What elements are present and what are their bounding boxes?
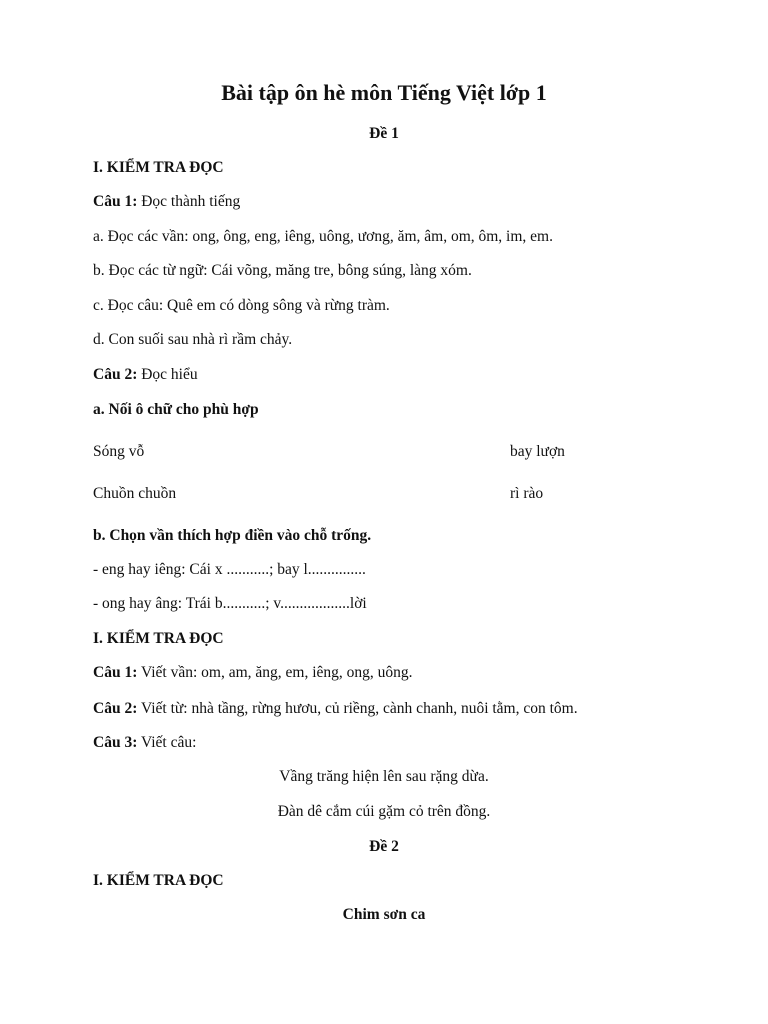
fill-line-2: - ong hay âng: Trái b...........; v..................lời — [93, 595, 367, 612]
write-2-line — [93, 699, 578, 719]
write-3-label: Câu 3: — [93, 734, 138, 751]
write-2-label: Câu 2: — [93, 700, 138, 717]
fill-line-1: - eng hay iêng: Cái x ...........; bay l............... — [93, 561, 366, 578]
item-b: b. Đọc các từ ngữ: Cái võng, măng tre, bông súng, làng xóm. — [93, 262, 472, 279]
match-heading: a. Nối ô chữ cho phù hợp — [93, 401, 259, 418]
cau2-text: Đọc hiểu — [137, 366, 198, 383]
write-1-label: Câu 1: — [93, 664, 138, 681]
section2-heading: I. KIỂM TRA ĐỌC — [93, 630, 224, 647]
document-title: Bài tập ôn hè môn Tiếng Việt lớp 1 — [221, 80, 547, 105]
write-2-text: Viết từ: nhà tầng, rừng hươu, củ riềng, cành chanh, nuôi tằm, con tôm. — [137, 700, 578, 717]
match-left-1: Sóng vỗ — [93, 443, 145, 460]
cau1-text: Đọc thành tiếng — [137, 193, 241, 210]
de1-heading: Đề 1 — [369, 125, 399, 142]
section3-heading: I. KIỂM TRA ĐỌC — [93, 872, 224, 889]
write-1-text: Viết vần: om, am, ăng, em, iêng, ong, uông. — [137, 664, 413, 681]
section1-heading: I. KIỂM TRA ĐỌC — [93, 159, 224, 176]
cau1-label: Câu 1: — [93, 193, 138, 210]
sentence-2: Đàn dê cắm cúi gặm cỏ trên đồng. — [277, 803, 491, 820]
write-3-text: Viết câu: — [137, 734, 197, 751]
match-right-2: rì rào — [510, 485, 544, 502]
write-3-line — [93, 733, 196, 753]
item-c: c. Đọc câu: Quê em có dòng sông và rừng tràm. — [93, 297, 390, 314]
cau2-line — [93, 365, 198, 385]
write-1-line — [93, 663, 413, 683]
fill-heading: b. Chọn vần thích hợp điền vào chỗ trống. — [93, 527, 372, 544]
item-a: a. Đọc các vần: ong, ông, eng, iêng, uông, ương, ăm, âm, om, ôm, im, em. — [93, 228, 553, 245]
match-right-1: bay lượn — [510, 443, 565, 460]
cau1-line — [93, 192, 240, 212]
match-left-2: Chuồn chuồn — [93, 485, 177, 502]
de2-heading: Đề 2 — [369, 838, 399, 855]
story-title: Chim sơn ca — [342, 906, 426, 923]
item-d: d. Con suối sau nhà rì rầm chảy. — [93, 331, 293, 348]
cau2-label: Câu 2: — [93, 366, 138, 383]
sentence-1: Vầng trăng hiện lên sau rặng dừa. — [279, 768, 489, 785]
